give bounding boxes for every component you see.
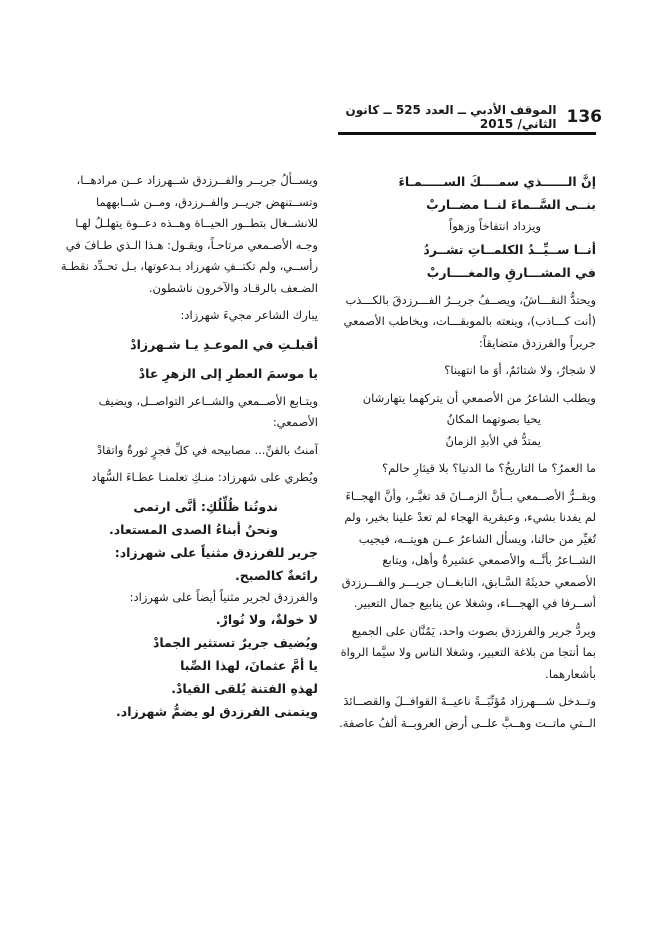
paragraph: ويتـابع الأصــمعي والشــاعر التواصــل، ويضيف الأصمعي:	[98, 393, 318, 429]
quote-line: لا شجارٌ، ولا شتائمٌ، أوَ ما انتهينا؟	[444, 363, 596, 377]
poem-line: لهذهِ الفتنة يُلقى القيادْ.	[171, 681, 318, 696]
paragraph: ويحتدُّ النقـــاشُ، ويصــفُ جريــرُ الفـــرزدقَ بالكـــذب (أنت كـــاذب)، وينعته بالموبقـــات، ويخاطب الأصمعي جريراً والفرزدق متضايقاً:	[343, 292, 596, 350]
paragraph: ويقــرُّ الأصــمعي بــأنَّ الزمــانَ قد تغيَّـر، وأنَّ الهجــاءَ لم يفدنا بشيء، وعبقرية الهجاء لم تعدْ علينا بخير، ولم تُغيِّر من حالنا، ويسأل الشاعرُ عــن هويتــه، فيجيب الشــاعرُ بأنَّــه والأصمعي عشيرةٌ وأهل، ويتابع الأصمعي حديثَهُ السَّـابق، النابغــان جريـــر والفـــرزدق أســرفا في الهجـــاء، وشغلا عن ينابيع جمال التعبير.	[341, 488, 596, 610]
poem-line: ونحنُ أبناءُ الصدى المستعاد.	[108, 521, 278, 537]
right-column	[338, 170, 596, 734]
poem-line: أقبلـتِ في الموعـدِ يـا شـهرزادْ	[130, 336, 318, 352]
poem-line: بنــى السَّــماءَ لنــا مضــاربْ	[426, 197, 596, 212]
paragraph: ويردُّ جرير والفرزدق بصوت واحد، يَمُنَّان على الجميع بما أنتجا من بلاغة التعبير، وشغلا الناس ولا سيَّما الرواة بأشعارهما.	[340, 623, 596, 681]
paragraph: ويُطري على شهرزاد: منـكِ تعلمنـا عطـاءَ السُّهاد	[91, 470, 318, 484]
quote-line: يمتدُّ في الأبدِ الزمانُ	[445, 433, 541, 448]
poem-line: ندوتُنا ظُلِّلُكِ: أنَّى ارتمى	[133, 498, 278, 514]
poem-line: في المشـــارقِ والمغــــاربْ	[426, 264, 596, 280]
poem-line: ويتمنى الفرزدق لو يضمُّ شهرزاد.	[116, 704, 318, 719]
paragraph: ويســألُ جريــر والفــرزدق شــهرزاد عــن مرادهــا، وتســتنهض جريــر والفــرزدق، ومــن شــابههما للانشــغال بتطــور الحيــاة وهــذه دعــوة يتهلـلُ لهـا وجـه الأصـمعي مرتاحـاً، ويقـول: هـذا الـذي طـافَ في رأســي، ولم تكتــفِ شهرزاد بـدعوتها، بـل تحـدِّد نقطـة الضـعف بالرقـاد والآخرون ناشطون.	[60, 173, 318, 295]
poem-line: رائعةٌ كالصبح.	[235, 567, 318, 583]
poem-line: جرير للفرزدق مثنياً على شهرزاد:	[114, 544, 318, 560]
poem-line: ويُضيف جريرٌ تستثير الجمادْ	[152, 635, 318, 650]
poem-line: يا موسمَ العطرِ إلى الزهرِ عادْ	[138, 365, 318, 381]
paragraph: ما العمرُ؟ ما التاريخُ؟ ما الدنيا؟ بلا قيثارِ حالم؟	[382, 461, 596, 475]
quote-line: يحيا بصوتهما المكانُ	[446, 412, 541, 426]
left-column	[60, 170, 318, 723]
issue-info: الموقف الأدبي ــ العدد 525 ــ كانون الثاني/ 2015	[345, 103, 557, 131]
paragraph: ويطلب الشاعرُ من الأصمعي أن يتركهما يتهارشان	[362, 390, 596, 405]
poem-line: لا خولةٌ، ولا نُوارْ.	[215, 612, 318, 627]
paragraph: وتــدخل شـــهرزاد مُؤنِّبَــةً ناعيــةَ القوافــلَ والقصــائدَ الــتي ماتــت وهــبَّ علــى أرض العروبــة ألفُ عاصفة.	[339, 694, 596, 730]
poem-line: أنــا ســيِّــدُ الكلمــاتِ تشــردُ	[423, 241, 596, 257]
poem-line: إنَّ الــــــذي سمــــكَ الســـــمـاءَ	[398, 174, 596, 189]
quote-line: ويزداد انتفاخاً وزهواً	[449, 219, 541, 233]
poem-line: يا أمَّ عثمانَ، لهذا الصِّبا	[180, 658, 318, 673]
running-header	[322, 104, 602, 130]
page-number: 136	[566, 107, 602, 127]
paragraph: يبارك الشاعر مجيءَ شهرزاد:	[180, 308, 318, 322]
paragraph: والفرزدق لجرير مثنياً أيضاً على شهرزاد:	[129, 589, 318, 604]
quote-line: آمنتُ بالفنِّ... مصابيحه في كلِّ فجرٍ ثورةٌ واتقادْ	[97, 442, 318, 457]
header-rule	[338, 132, 596, 135]
